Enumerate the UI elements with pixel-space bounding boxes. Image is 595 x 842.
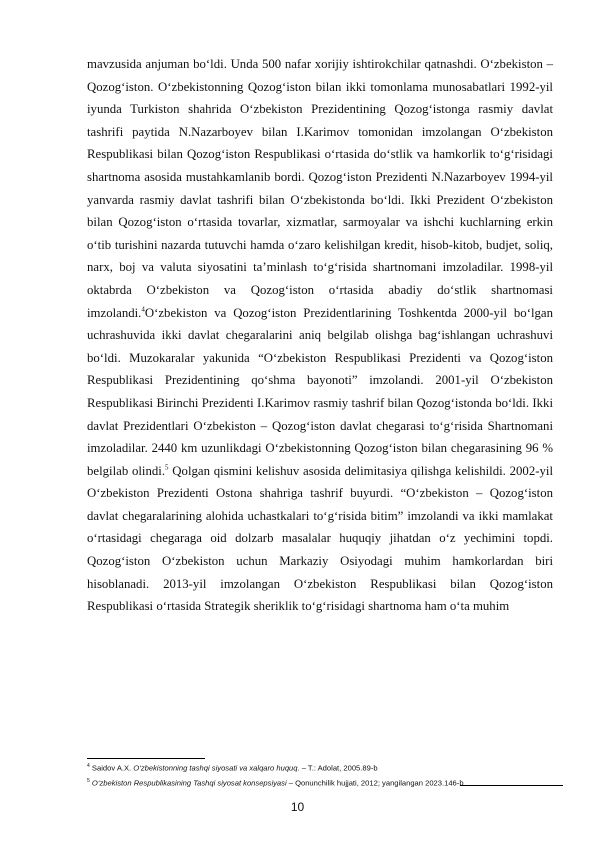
footnote-ref[interactable]: 5 (165, 463, 169, 472)
footnote-source: – Qonunchilik hujjati, 2012; yangilangan 2023.146-b (286, 778, 464, 788)
footnote-end-rule (460, 785, 563, 786)
footnote-number: 5 (87, 777, 90, 784)
body-text-segment: mavzusida anjuman bo‘ldi. Unda 500 nafar xorijiy ishtirokchilar qatnashdi. O‘zbekiston – Qozog‘iston. O‘zbekistonning Qozog‘iston bilan ikki tomonlama munosabatlari 1992-yil iyunda Turkiston shahrida O‘zbekiston Prezidentining Qozog‘istonga rasmiy davlat tashrifi paytida N.Nazarboyev bilan I.Karimov tomonidan imzolangan O‘zbekiston Respublikasi bilan Qozog‘iston Respublikasi o‘rtasida do‘stlik va hamkorlik to‘g‘risidagi shartnoma asosida mustahkamlanib bordi. Qozog‘iston Prezidenti N.Nazarboyev 1994-yil yanvarda rasmiy davlat tashrifi bilan O‘zbekistonda bo‘ldi. Ikki Prezident O‘zbekiston bilan Qozog‘iston o‘rtasida tovarlar, xizmatlar, sarmoyalar va ishchi kuchlarning erkin o‘tib turishini nazarda tutuvchi hamda o‘zaro kelishilgan kredit, hisob-kitob, budjet, soliq, narx, boj va valuta siyosatini ta’minlash to‘g‘risida shartnomani imzoladilar. 1998-yil oktabrda O‘zbekiston va Qozog‘iston o‘rtasida abadiy do‘stlik shartnomasi imzolandi. (87, 57, 553, 320)
body-text-segment: O‘zbekiston va Qozog‘iston Prezidentlarining Toshkentda 2000-yil bo‘lgan uchrashuvida ikki davlat chegaralarini aniq belgilab olishga bag‘ishlangan uchrashuvi bo‘ldi. Muzokaralar yakunida “O‘zbekiston Respublikasi Prezidenti va Qozog‘iston Respublikasi Prezidentining qo‘shma bayonoti” imzolandi. 2001-yil O‘zbekiston Respublikasi Birinchi Prezidenti I.Karimov rasmiy tashrif bilan Qozog‘istonda bo‘ldi. Ikki davlat Prezidentlari O‘zbekiston – Qozog‘iston davlat chegarasi to‘g‘risida Shartnomani imzoladilar. 2440 km uzunlikdagi O‘zbekistonning Qozog‘iston bilan chegarasining 96 % belgilab olindi. (87, 305, 553, 478)
footnote-title: O‘zbekiston Respublikasining Tashqi siyosat konsepsiyasi (91, 778, 287, 788)
footnote-separator (87, 758, 205, 759)
footnote-author: Saidov A.X. (91, 763, 134, 773)
footnote-number: 4 (87, 763, 90, 769)
body-text-segment: Qolgan qismini kelishuv asosida delimitasiya qilishga kelishildi. 2002-yil O‘zbekiston Prezidenti Ostona shahriga tashrif buyurdi. “O‘zbekiston – Qozog‘iston davlat chegaralarining alohida uchastkalari to‘g‘risida bitim” imzolandi va ikki mamlakat o‘rtasidagi chegaraga oid dolzarb masalalar huquqiy jihatdan o‘z yechimini topdi. Qozog‘iston O‘zbekiston uchun Markaziy Osiyodagi muhim hamkorlardan biri hisoblanadi. 2013-yil imzolangan O‘zbekiston Respublikasi bilan Qozog‘iston Respublikasi o‘rtasida Strategik sheriklik to‘g‘risidagi shartnoma ham o‘ta muhim (87, 463, 553, 614)
footnote (87, 760, 567, 775)
footnote-title: O‘zbekistonning tashqi siyosati va xalqaro huquq (133, 763, 298, 773)
body-paragraph (87, 53, 553, 618)
footnote (87, 775, 567, 790)
page-number: 10 (290, 800, 305, 814)
footnote-source: . – T.: Adolat, 2005.89-b (297, 763, 378, 773)
footnote-ref[interactable]: 4 (141, 305, 145, 314)
